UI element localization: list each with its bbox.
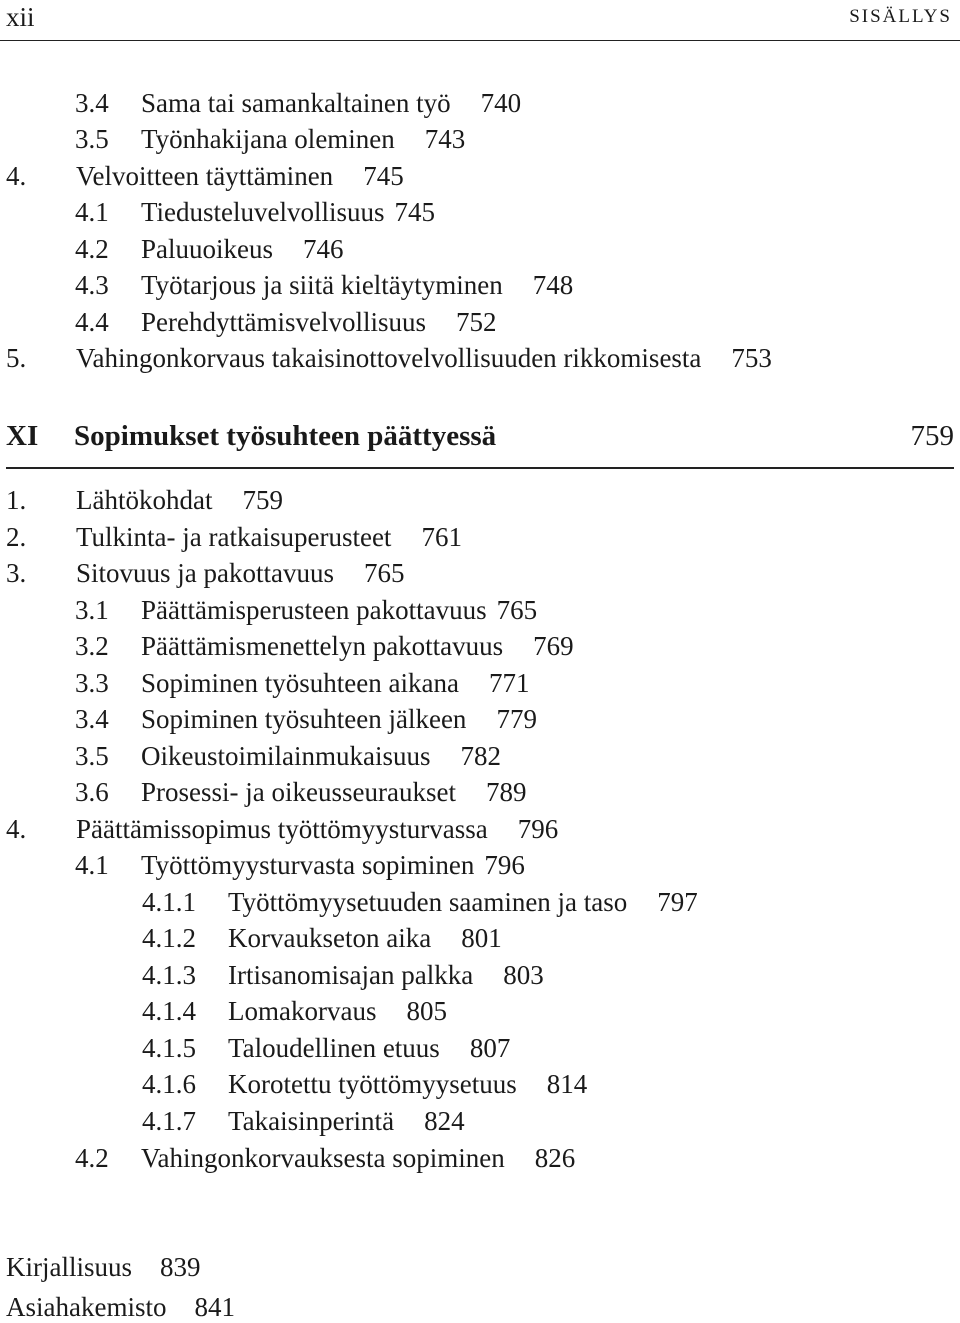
- entry-number: 4.1.4: [142, 996, 196, 1026]
- entry-title: Oikeustoimilainmukaisuus: [141, 741, 431, 771]
- entry-title: Irtisanomisajan palkka: [228, 960, 474, 990]
- entry-number: 4.2: [75, 1143, 109, 1173]
- entry-number: 4.1: [75, 197, 109, 227]
- entry-page: 824: [424, 1106, 465, 1136]
- toc-entry[interactable]: [75, 706, 537, 733]
- back-matter-title: Kirjallisuus: [6, 1252, 132, 1282]
- entry-title: Korvaukseton aika: [228, 923, 432, 953]
- toc-entry[interactable]: [75, 272, 573, 299]
- entry-title: Paluuoikeus: [141, 234, 273, 264]
- toc-entry[interactable]: [6, 524, 462, 551]
- entry-page: 746: [303, 234, 344, 264]
- entry-number: 4.: [6, 814, 27, 844]
- chapter-rule: [6, 467, 954, 469]
- back-matter-page: 841: [194, 1292, 235, 1322]
- entry-page: 796: [484, 850, 525, 880]
- toc-entry[interactable]: [142, 1108, 465, 1135]
- entry-title: Perehdyttämisvelvollisuus: [141, 307, 426, 337]
- toc-entry[interactable]: [75, 743, 501, 770]
- chapter-title: Sopimukset työsuhteen päättyessä: [74, 420, 497, 452]
- entry-title: Lomakorvaus: [228, 996, 377, 1026]
- entry-page: 771: [488, 668, 530, 698]
- entry-title: Taloudellinen etuus: [228, 1033, 440, 1063]
- chapter-heading[interactable]: [6, 420, 954, 453]
- chapter-page: 759: [910, 420, 954, 452]
- entry-title: Vahingonkorvauksesta sopiminen: [141, 1143, 505, 1173]
- toc-entry[interactable]: [142, 998, 447, 1025]
- toc-entry[interactable]: [75, 670, 529, 697]
- toc-entry[interactable]: [75, 309, 496, 336]
- entry-page: 782: [460, 741, 501, 771]
- entry-page: 745: [363, 161, 404, 191]
- toc-entry[interactable]: [75, 633, 574, 660]
- entry-number: 4.1.6: [142, 1069, 196, 1099]
- toc-entry[interactable]: [6, 163, 404, 190]
- entry-title: Sopiminen työsuhteen aikana: [141, 668, 459, 698]
- entry-page: 748: [532, 270, 574, 300]
- entry-number: 3.1: [75, 595, 109, 625]
- toc-entry[interactable]: [75, 126, 465, 153]
- entry-page: 807: [469, 1033, 511, 1063]
- entry-page: 789: [485, 777, 527, 807]
- entry-page: 740: [480, 88, 522, 118]
- entry-page: 779: [496, 704, 537, 734]
- entry-number: 3.2: [75, 631, 109, 661]
- entry-title: Tulkinta- ja ratkaisuperusteet: [76, 522, 392, 552]
- entry-page: 797: [657, 887, 698, 917]
- entry-title: Tiedusteluvelvollisuus: [141, 197, 385, 227]
- entry-number: 4.4: [75, 307, 109, 337]
- entry-page: 759: [242, 485, 283, 515]
- entry-page: 743: [424, 124, 466, 154]
- entry-title: Korotettu työttömyysetuus: [228, 1069, 517, 1099]
- entry-title: Päättämismenettelyn pakottavuus: [141, 631, 504, 661]
- entry-title: Työtarjous ja siitä kieltäytyminen: [141, 270, 503, 300]
- entry-number: 3.4: [75, 88, 109, 118]
- toc-entry[interactable]: [142, 889, 698, 916]
- entry-title: Sopiminen työsuhteen jälkeen: [141, 704, 467, 734]
- entry-title: Työttömyysetuuden saaminen ja taso: [228, 887, 628, 917]
- entry-number: 4.2: [75, 234, 109, 264]
- entry-page: 765: [496, 595, 538, 625]
- entry-title: Sama tai samankaltainen työ: [141, 88, 451, 118]
- entry-number: 3.5: [75, 124, 109, 154]
- toc-entry[interactable]: [6, 345, 772, 372]
- toc-entry[interactable]: [6, 487, 283, 514]
- entry-page: 801: [461, 923, 502, 953]
- entry-page: 745: [394, 197, 436, 227]
- entry-title: Päättämisperusteen pakottavuus: [141, 595, 487, 625]
- toc-entry[interactable]: [75, 90, 521, 117]
- entry-page: 753: [731, 343, 772, 373]
- entry-number: 3.3: [75, 668, 109, 698]
- header-rule: [0, 40, 960, 41]
- toc-entry[interactable]: [75, 852, 525, 879]
- toc-entry[interactable]: [6, 816, 558, 843]
- entry-number: 4.3: [75, 270, 109, 300]
- entry-number: 4.1: [75, 850, 109, 880]
- entry-number: 4.1.5: [142, 1033, 196, 1063]
- toc-entry[interactable]: [75, 779, 526, 806]
- entry-title: Takaisinperintä: [228, 1106, 395, 1136]
- entry-page: 765: [364, 558, 405, 588]
- toc-entry[interactable]: [75, 1145, 575, 1172]
- entry-page: 805: [406, 996, 447, 1026]
- toc-entry[interactable]: [142, 1035, 510, 1062]
- toc-entry[interactable]: [75, 597, 537, 624]
- entry-number: 4.: [6, 161, 27, 191]
- entry-number: 4.1.7: [142, 1106, 196, 1136]
- entry-page: 796: [517, 814, 559, 844]
- toc-entry[interactable]: [142, 1071, 587, 1098]
- running-title: SISÄLLYS: [849, 6, 952, 27]
- entry-page: 826: [534, 1143, 576, 1173]
- back-matter-entry[interactable]: [6, 1252, 201, 1283]
- entry-page: 814: [546, 1069, 588, 1099]
- entry-title: Päättämissopimus työttömyysturvassa: [76, 814, 488, 844]
- entry-number: 5.: [6, 343, 27, 373]
- entry-title: Lähtökohdat: [76, 485, 213, 515]
- toc-entry[interactable]: [75, 236, 344, 263]
- entry-number: 2.: [6, 522, 27, 552]
- entry-number: 1.: [6, 485, 27, 515]
- chapter-number: XI: [6, 420, 39, 452]
- entry-number: 3.6: [75, 777, 109, 807]
- toc-entry[interactable]: [142, 925, 502, 952]
- back-matter-title: Asiahakemisto: [6, 1292, 167, 1322]
- toc-entry[interactable]: [75, 199, 435, 226]
- entry-number: 4.1.3: [142, 960, 196, 990]
- entry-number: 3.5: [75, 741, 109, 771]
- toc-entry[interactable]: [6, 560, 405, 587]
- back-matter-entry[interactable]: [6, 1292, 235, 1323]
- entry-page: 752: [455, 307, 497, 337]
- entry-number: 4.1.2: [142, 923, 196, 953]
- entry-title: Prosessi- ja oikeusseuraukset: [141, 777, 456, 807]
- back-matter-page: 839: [160, 1252, 201, 1282]
- toc-entry[interactable]: [142, 962, 544, 989]
- entry-title: Työttömyysturvasta sopiminen: [141, 850, 475, 880]
- entry-page: 761: [421, 522, 462, 552]
- entry-number: 3.: [6, 558, 27, 588]
- entry-title: Velvoitteen täyttäminen: [76, 161, 334, 191]
- entry-page: 769: [533, 631, 574, 661]
- entry-title: Työnhakijana oleminen: [141, 124, 395, 154]
- entry-number: 4.1.1: [142, 887, 196, 917]
- entry-number: 3.4: [75, 704, 109, 734]
- entry-page: 803: [503, 960, 544, 990]
- entry-title: Vahingonkorvaus takaisinottovelvollisuuden rikkomisesta: [76, 343, 702, 373]
- page-number: xii: [6, 2, 35, 32]
- entry-title: Sitovuus ja pakottavuus: [76, 558, 334, 588]
